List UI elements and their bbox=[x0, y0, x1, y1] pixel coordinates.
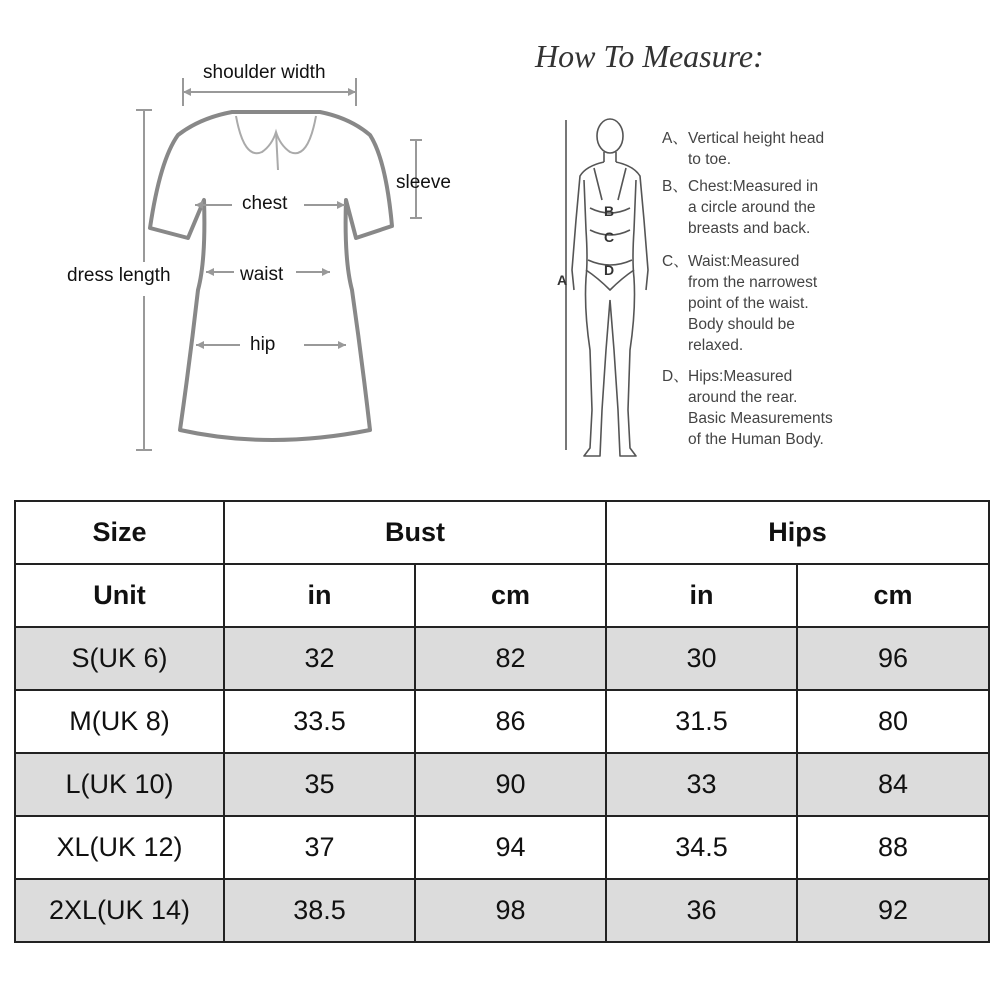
step-b: B、Chest:Measured in a circle around the breasts and back. bbox=[662, 178, 819, 237]
cell-size: L(UK 10) bbox=[15, 753, 224, 816]
table-row bbox=[15, 690, 989, 753]
how-to-measure-title: How To Measure: bbox=[535, 38, 764, 74]
figure-label-b: B bbox=[604, 203, 615, 219]
cell-size: 2XL(UK 14) bbox=[15, 879, 224, 942]
table-row bbox=[15, 816, 989, 879]
size-table bbox=[14, 500, 990, 943]
step-a: A、Vertical height head to toe. bbox=[662, 130, 825, 168]
cell-bust-in: 35 bbox=[224, 753, 415, 816]
figure-label-d: D bbox=[604, 262, 615, 278]
header-size: Size bbox=[15, 501, 224, 564]
cell-hips-in: 30 bbox=[606, 627, 797, 690]
cell-hips-in: 33 bbox=[606, 753, 797, 816]
unit-hips-cm: cm bbox=[797, 564, 989, 627]
cell-bust-in: 32 bbox=[224, 627, 415, 690]
cell-bust-cm: 90 bbox=[415, 753, 606, 816]
cell-size: M(UK 8) bbox=[15, 690, 224, 753]
label-sleeve: sleeve bbox=[396, 172, 451, 193]
table-row bbox=[15, 627, 989, 690]
cell-bust-cm: 86 bbox=[415, 690, 606, 753]
label-hip: hip bbox=[250, 334, 276, 355]
step-d: D、Hips:Measured around the rear. Basic Measurements of the Human Body. bbox=[662, 368, 833, 448]
table-header-row bbox=[15, 501, 989, 564]
table-row bbox=[15, 753, 989, 816]
figure-label-a: A bbox=[557, 272, 568, 288]
cell-bust-cm: 94 bbox=[415, 816, 606, 879]
cell-hips-cm: 92 bbox=[797, 879, 989, 942]
unit-bust-in: in bbox=[224, 564, 415, 627]
cell-size: XL(UK 12) bbox=[15, 816, 224, 879]
figure-label-c: C bbox=[604, 229, 615, 245]
cell-hips-cm: 88 bbox=[797, 816, 989, 879]
label-shoulder-width: shoulder width bbox=[203, 62, 326, 83]
cell-hips-in: 34.5 bbox=[606, 816, 797, 879]
label-chest: chest bbox=[242, 193, 288, 214]
step-c: C、Waist:Measured from the narrowest point of the waist. Body should be relaxed. bbox=[662, 253, 818, 354]
table-unit-row bbox=[15, 564, 989, 627]
header-bust: Bust bbox=[224, 501, 606, 564]
unit-hips-in: in bbox=[606, 564, 797, 627]
table-row bbox=[15, 879, 989, 942]
cell-bust-cm: 98 bbox=[415, 879, 606, 942]
cell-bust-in: 38.5 bbox=[224, 879, 415, 942]
header-unit: Unit bbox=[15, 564, 224, 627]
cell-size: S(UK 6) bbox=[15, 627, 224, 690]
cell-hips-cm: 80 bbox=[797, 690, 989, 753]
cell-bust-in: 37 bbox=[224, 816, 415, 879]
cell-hips-in: 31.5 bbox=[606, 690, 797, 753]
unit-bust-cm: cm bbox=[415, 564, 606, 627]
cell-hips-in: 36 bbox=[606, 879, 797, 942]
header-hips: Hips bbox=[606, 501, 989, 564]
cell-hips-cm: 96 bbox=[797, 627, 989, 690]
body-figure bbox=[550, 110, 660, 470]
label-waist: waist bbox=[240, 264, 284, 285]
cell-bust-cm: 82 bbox=[415, 627, 606, 690]
cell-bust-in: 33.5 bbox=[224, 690, 415, 753]
label-dress-length: dress length bbox=[67, 265, 171, 286]
cell-hips-cm: 84 bbox=[797, 753, 989, 816]
